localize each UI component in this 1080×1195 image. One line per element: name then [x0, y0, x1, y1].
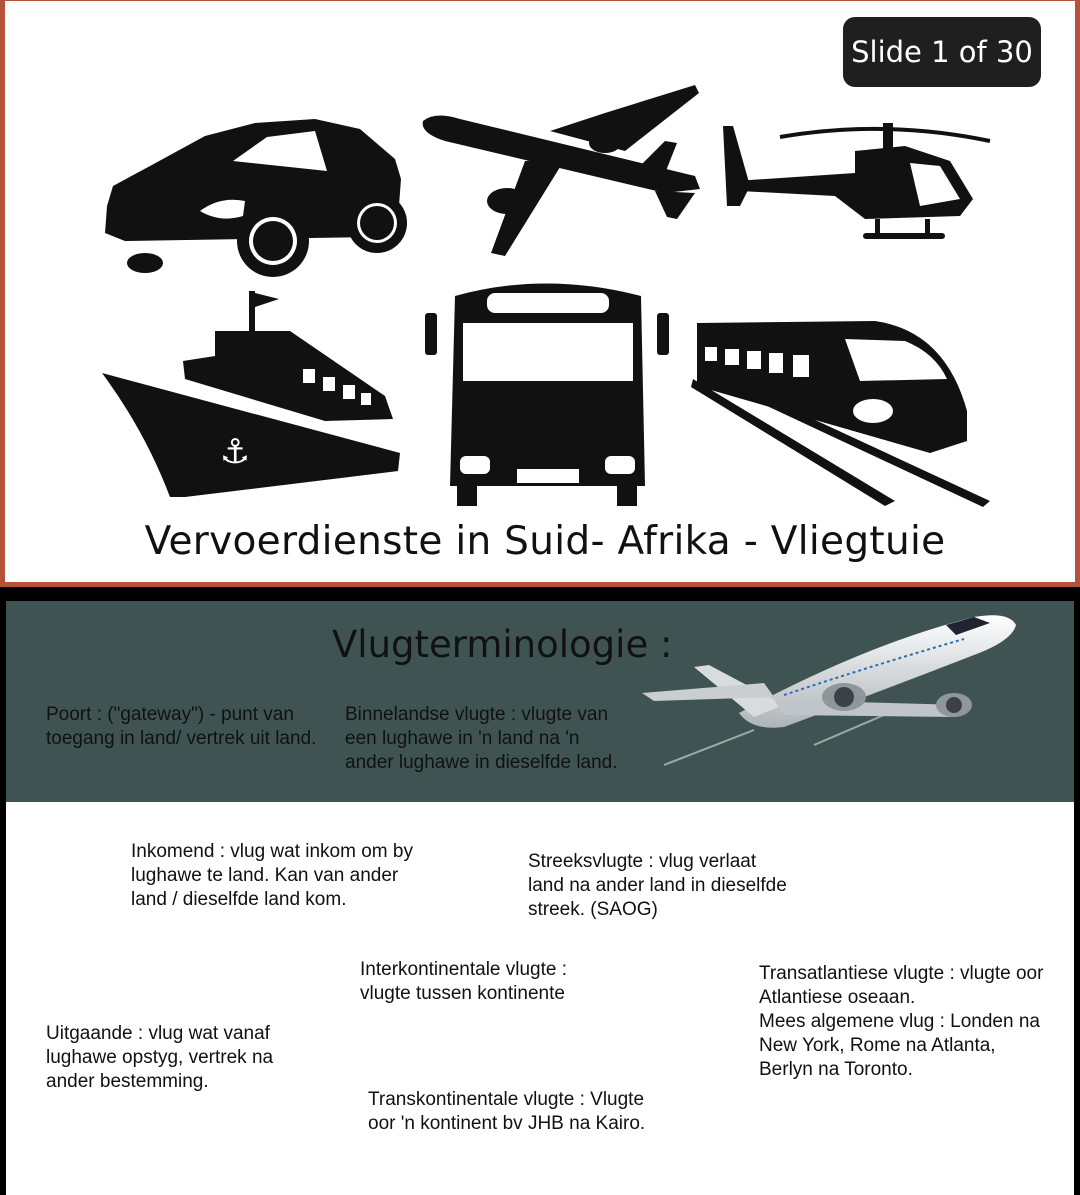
slide-counter-badge: Slide 1 of 30	[843, 17, 1041, 87]
helicopter-icon	[723, 123, 990, 239]
ship-icon	[102, 291, 400, 497]
slide-separator	[0, 587, 1080, 601]
term-transkontinentale-vlugte: Transkontinentale vlugte : Vlugte oor 'n kontinent bv JHB na Kairo.	[368, 1089, 646, 1134]
bus-icon	[425, 284, 669, 507]
term-binnelandse-vlugte: Binnelandse vlugte : vlugte van een lughawe in 'n land na 'n ander lughawe in dieselfde land.	[345, 704, 618, 773]
slide-2-header	[6, 601, 1074, 802]
term-streeksvlugte: Streeksvlugte : vlug verlaat land na ander land in dieselfde streek. (SAOG)	[528, 851, 787, 920]
slide-2	[6, 601, 1074, 1195]
term-mees-algemene-vlug: Mees algemene vlug : Londen na New York, Rome na Atlanta, Berlyn na Toronto.	[759, 1011, 1040, 1080]
term-transatlantiese-vlugte: Transatlantiese vlugte : vlugte oor Atlantiese oseaan.	[759, 963, 1044, 1008]
svg-text:⚓: ⚓	[219, 432, 251, 472]
term-inkomend: Inkomend : vlug wat inkom om by lughawe te land. Kan van ander land / dieselfde land kom.	[131, 841, 413, 910]
slide-title: Vervoerdienste in Suid- Afrika - Vliegtuie	[144, 519, 946, 564]
jet-airplane-image	[634, 605, 1024, 790]
airplane-icon	[423, 85, 700, 256]
term-interkontinentale-vlugte: Interkontinentale vlugte : vlugte tussen kontinente	[360, 959, 568, 1004]
train-icon	[691, 321, 990, 507]
slide-1	[0, 0, 1080, 587]
term-uitgaande: Uitgaande : vlug wat vanaf lughawe opstyg, vertrek na ander bestemming.	[46, 1023, 274, 1092]
car-icon	[105, 119, 407, 277]
slide-2-title: Vlugterminologie :	[332, 623, 673, 666]
term-poort: Poort : ("gateway") - punt van toegang in land/ vertrek uit land.	[46, 704, 317, 749]
